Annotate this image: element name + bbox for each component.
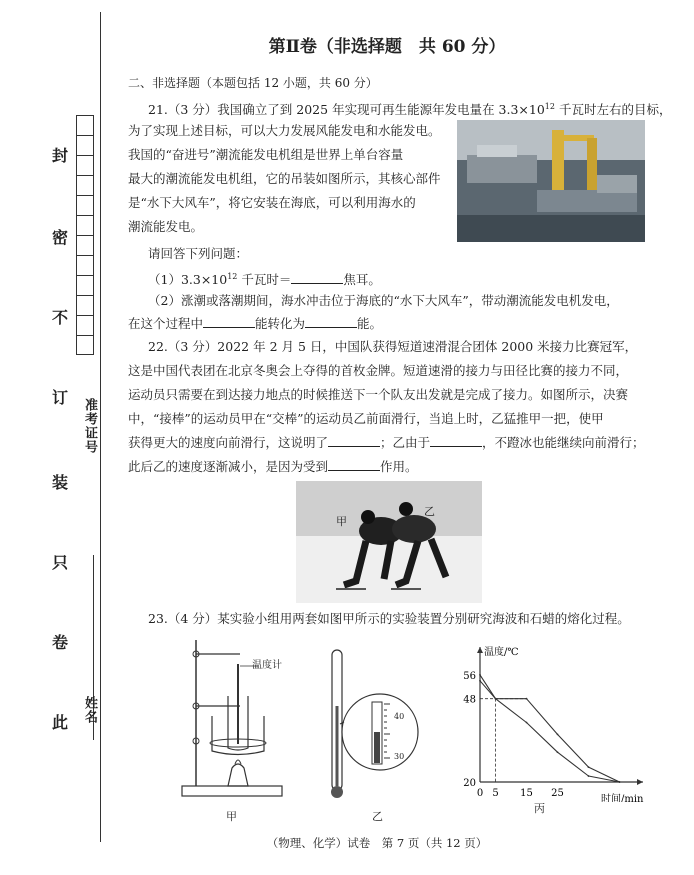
speed-skating-photo [296, 481, 482, 603]
y-tick-label-0: 56 [463, 670, 476, 682]
y-axis-label: 温度/℃ [484, 647, 519, 658]
skater-label-yi: 乙 [424, 505, 435, 518]
q22-blank-1[interactable] [328, 434, 380, 447]
tidal-generator-photo [457, 120, 645, 242]
q21-sub2-line1: （2）涨潮或落潮期间，海水冲击位于海底的“水下大风车”，带动潮流能发电机发电， [148, 293, 619, 308]
thermometer-label: 温度计 [252, 660, 282, 671]
series-line-1 [480, 675, 620, 782]
x-axis-arrow [637, 779, 643, 785]
q21-line6: 潮流能发电。 [128, 219, 204, 234]
exam-id-box[interactable] [76, 115, 94, 355]
x-axis-label: 时间/min [601, 794, 644, 802]
skater-label-jia: 甲 [336, 515, 347, 528]
binding-char-1: 封 [52, 146, 69, 165]
q22-line6: 此后乙的速度逐渐减小，是因为受到 作用。 [128, 459, 418, 474]
exam-id-label: 准考证号 [82, 398, 97, 454]
y-axis-arrow [477, 647, 483, 653]
q22-line1: 22.（3 分）2022 年 2 月 5 日，中国队获得短道速滑混合团体 2000 米接力比赛冠军， [148, 339, 638, 354]
binding-char-8: 此 [52, 713, 69, 732]
q21-blank-1[interactable] [291, 271, 343, 284]
binding-char-2: 密 [52, 228, 69, 247]
figure-a-caption: 甲 [226, 810, 237, 823]
series-1-point-3 [557, 733, 559, 735]
thermometer-figure [318, 646, 430, 802]
x-tick-label-1: 5 [492, 788, 499, 799]
binding-char-7: 卷 [52, 633, 69, 652]
q21-line3: 我国的“奋进号”潮流能发电机组是世界上单台容量 [128, 147, 404, 162]
binding-char-6: 只 [52, 553, 69, 572]
series-2-point-3 [557, 751, 559, 753]
series-2-point-2 [526, 722, 528, 724]
q22-line4: 中，“接棒”的运动员甲在“交棒”的运动员乙前面滑行，当追上时，乙猛推甲一把，使甲 [128, 411, 604, 426]
name-label: 姓名 [82, 696, 97, 724]
q21-line2: 为了实现上述目标，可以大力发展风能发电和水能发电。 [128, 123, 441, 138]
series-2-point-5 [619, 781, 621, 783]
series-2-point-1 [495, 698, 497, 700]
x-tick-label-0: 0 [476, 788, 484, 799]
q23-line1: 23.（4 分）某实验小组用两套如图甲所示的实验装置分别研究海波和石蜡的熔化过程。 [148, 611, 630, 626]
y-tick-label-1: 48 [463, 694, 476, 706]
q21-sub1: $(1)3.3\times 10^{12}$ 千瓦时＝ 焦耳。 [148, 272, 381, 288]
q22-line3: 运动员只需要在到达接力地点的时候推送下一个队友出发就是完成了接力。如图所示，决赛 [128, 387, 629, 402]
page-title: 第Ⅱ卷（非选择题 共 60 分） [268, 37, 506, 57]
figure-b-caption: 乙 [372, 810, 383, 823]
q22-blank-3[interactable] [328, 458, 380, 471]
series-1-point-2 [526, 698, 528, 700]
page-footer: （物理、化学）试卷 第 7 页（共 12 页） [266, 836, 488, 850]
scale-bottom-label: 30 [394, 752, 405, 761]
x-tick-label-3: 25 [551, 788, 564, 799]
q21-line5: 是“水下大风车”，将它安装在海底，可以利用海水的 [128, 195, 416, 210]
figure-c-caption: 丙 [534, 802, 545, 815]
y-tick-label-2: 20 [463, 778, 476, 789]
q21-blank-2[interactable] [203, 315, 255, 328]
series-line-2 [480, 681, 620, 782]
temperature-chart [450, 642, 650, 802]
series-1-point-4 [588, 766, 590, 768]
section-heading: 二、非选择题（本题包括 12 小题，共 60 分） [128, 76, 378, 90]
q22-line5: 获得更大的速度向前滑行，这说明了 ；乙由于 ，不蹬冰也能继续向前滑行； [128, 435, 645, 450]
q22-line2: 这是中国代表团在北京冬奥会上夺得的首枚金牌。短道速滑的接力与田径比赛的接力不同， [128, 363, 629, 378]
x-tick-label-2: 15 [520, 788, 533, 799]
q21-blank-3[interactable] [305, 315, 357, 328]
q21-prompt: 请回答下列问题： [148, 246, 249, 261]
binding-char-4: 订 [52, 388, 69, 407]
scale-top-label: 40 [394, 712, 405, 721]
q21-line1: 21.（3 分）我国确立了到 2025 年实现可再生能源年发电量在 $3.3\times 10^{12}$ 千瓦时左右的目标， [148, 102, 672, 118]
series-2-point-4 [588, 775, 590, 777]
binding-line [100, 12, 101, 842]
binding-char-5: 装 [52, 473, 69, 492]
q21-line4: 最大的潮流能发电机组，它的吊装如图所示，其核心部件 [128, 171, 441, 186]
series-2-point-0 [479, 680, 481, 682]
binding-char-3: 不 [52, 308, 69, 327]
apparatus-figure [178, 636, 288, 804]
temperature-chart-svg [450, 642, 650, 802]
q21-sub2-line2: 在这个过程中 能转化为 能。 [128, 316, 383, 331]
series-1-point-0 [479, 674, 481, 676]
q22-blank-2[interactable] [430, 434, 482, 447]
